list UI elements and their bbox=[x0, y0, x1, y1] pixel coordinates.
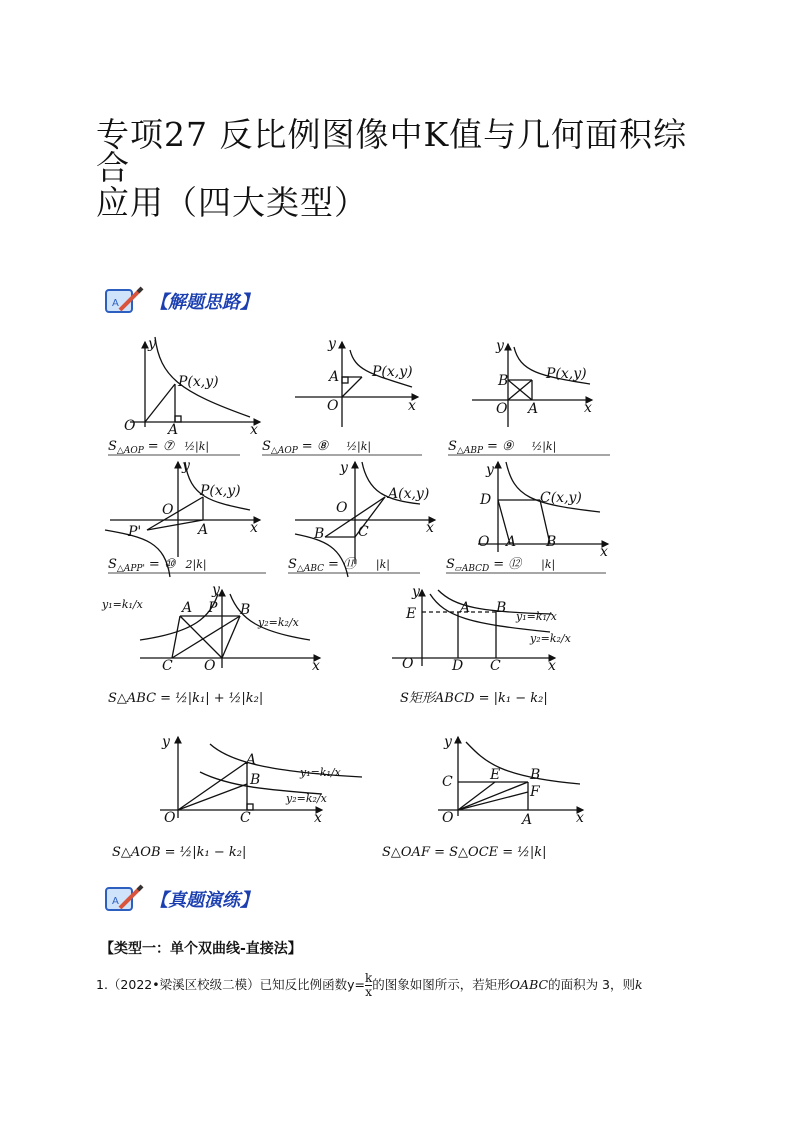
f2-x: x bbox=[408, 398, 416, 414]
f6-A: A bbox=[506, 534, 517, 550]
page-title-line1: 专项27 反比例图像中K值与几何面积综合 bbox=[96, 115, 688, 187]
f8-y: y bbox=[412, 584, 420, 600]
section-badge-label: 【真题演练】 bbox=[150, 890, 258, 911]
f4-x: x bbox=[250, 520, 258, 536]
q1-frac-den: x bbox=[365, 985, 373, 999]
f8-x: x bbox=[548, 658, 556, 674]
f8-C: C bbox=[490, 658, 501, 674]
f2-formula: $S_{\triangle AOP}$ = ⑧ ½|k| bbox=[262, 439, 372, 456]
f1-A: A bbox=[168, 422, 179, 438]
f7-formula: S△ABC = ½|k₁| + ½|k₂| bbox=[108, 691, 264, 706]
f6-formula: $S_{▱ABCD}$ = ⑫ |k| bbox=[446, 557, 556, 574]
question-1 bbox=[96, 972, 716, 999]
f3-formula: $S_{\triangle ABP}$ = ⑨ ½|k| bbox=[448, 439, 557, 456]
f4-P2: P' bbox=[128, 524, 142, 540]
f10-O: O bbox=[442, 810, 454, 826]
f7-P: P bbox=[208, 600, 218, 616]
f9-y1: y₁=k₁/x bbox=[300, 766, 341, 779]
f3-B: B bbox=[498, 373, 509, 389]
f2-A: A bbox=[329, 369, 340, 385]
pencil-paper-icon bbox=[102, 284, 146, 318]
f10-F: F bbox=[530, 784, 540, 800]
f9-formula: S△AOB = ½|k₁ − k₂| bbox=[112, 845, 247, 860]
f5-A: A(x,y) bbox=[388, 486, 430, 502]
type-heading: 【类型一：单个双曲线-直接法】 bbox=[100, 941, 302, 957]
f6-x: x bbox=[600, 544, 608, 560]
f9-y: y bbox=[162, 734, 170, 750]
q1-rect: OABC bbox=[509, 977, 549, 992]
section-badge-thinking bbox=[102, 284, 258, 318]
f4-formula: $S_{\triangle APP'}$ = ⑩ 2|k| bbox=[108, 557, 207, 574]
f1-formula: $S_{\triangle AOP}$ = ⑦ ½|k| bbox=[108, 439, 210, 456]
f3-O: O bbox=[496, 401, 508, 417]
f1-x: x bbox=[250, 422, 258, 438]
f8-y1: y₁=k₁/x bbox=[516, 610, 557, 623]
f4-A: A bbox=[198, 522, 209, 538]
f4-y: y bbox=[182, 458, 190, 474]
f6-D: D bbox=[480, 492, 492, 508]
f7-B: B bbox=[240, 602, 251, 618]
f3-x: x bbox=[584, 400, 592, 416]
f3-y: y bbox=[496, 338, 504, 354]
f6-B: B bbox=[546, 534, 557, 550]
f3-A: A bbox=[528, 401, 539, 417]
pencil-paper-icon bbox=[102, 882, 146, 916]
f5-x: x bbox=[426, 520, 434, 536]
f7-x: x bbox=[312, 658, 320, 674]
f2-y: y bbox=[328, 336, 336, 352]
q1-prefix: 1.（2022•梁溪区校级二模）已知反比例函数 bbox=[96, 977, 348, 992]
f1-y: y bbox=[148, 336, 156, 352]
f1-O: O bbox=[124, 418, 136, 434]
f8-D: D bbox=[452, 658, 464, 674]
f5-B: B bbox=[314, 526, 325, 542]
f10-x: x bbox=[576, 810, 584, 826]
f6-O: O bbox=[478, 534, 490, 550]
f6-C: C(x,y) bbox=[540, 490, 582, 506]
f1-P: P(x,y) bbox=[178, 374, 219, 390]
f8-y2: y₂=k₂/x bbox=[530, 632, 571, 645]
f7-y: y bbox=[212, 582, 220, 598]
f8-A: A bbox=[460, 600, 471, 616]
f10-A: A bbox=[522, 812, 533, 828]
f9-x: x bbox=[314, 810, 322, 826]
q1-frac-num: k bbox=[365, 971, 373, 985]
f7-A: A bbox=[182, 600, 193, 616]
f7-C: C bbox=[162, 658, 173, 674]
q1-func-y: y= bbox=[347, 977, 365, 992]
f10-C: C bbox=[442, 774, 453, 790]
f9-O: O bbox=[164, 810, 176, 826]
f8-O: O bbox=[402, 656, 414, 672]
f7-O: O bbox=[204, 658, 216, 674]
f10-y: y bbox=[444, 734, 452, 750]
f5-formula: $S_{\triangle ABC}$ = ⑪ |k| bbox=[288, 557, 390, 574]
q1-k: k bbox=[635, 977, 643, 992]
f4-P: P(x,y) bbox=[200, 483, 241, 499]
f4-O: O bbox=[162, 502, 174, 518]
f10-formula: S△OAF = S△OCE = ½|k| bbox=[382, 845, 547, 860]
f2-P: P(x,y) bbox=[372, 364, 413, 380]
section-badge-label: 【解题思路】 bbox=[150, 292, 258, 313]
page-title-line2: 应用（四大类型） bbox=[96, 183, 368, 222]
f10-B: B bbox=[530, 767, 541, 783]
f9-A: A bbox=[246, 752, 257, 768]
f7-y2: y₂=k₂/x bbox=[258, 616, 299, 629]
f3-P: P(x,y) bbox=[546, 366, 587, 382]
f6-y: y bbox=[486, 462, 494, 478]
section-badge-practice bbox=[102, 882, 258, 916]
f10-E: E bbox=[490, 767, 501, 783]
f5-y: y bbox=[340, 460, 348, 476]
q1-middle: 的图象如图所示，若矩形 bbox=[372, 977, 510, 992]
f9-y2: y₂=k₂/x bbox=[286, 792, 327, 805]
f9-B: B bbox=[250, 772, 261, 788]
svg-text:A: A bbox=[112, 298, 119, 309]
f8-B: B bbox=[496, 600, 507, 616]
f8-formula: S矩形ABCD = |k₁ − k₂| bbox=[400, 691, 548, 706]
f8-E: E bbox=[406, 606, 417, 622]
f2-O: O bbox=[327, 398, 339, 414]
f9-C: C bbox=[240, 810, 251, 826]
figures-panel bbox=[100, 332, 620, 872]
f5-C: C bbox=[358, 524, 369, 540]
f5-O: O bbox=[336, 500, 348, 516]
svg-text:A: A bbox=[112, 896, 119, 907]
f7-y1: y₁=k₁/x bbox=[102, 598, 143, 611]
q1-suffix: 的面积为 3，则 bbox=[548, 977, 635, 992]
